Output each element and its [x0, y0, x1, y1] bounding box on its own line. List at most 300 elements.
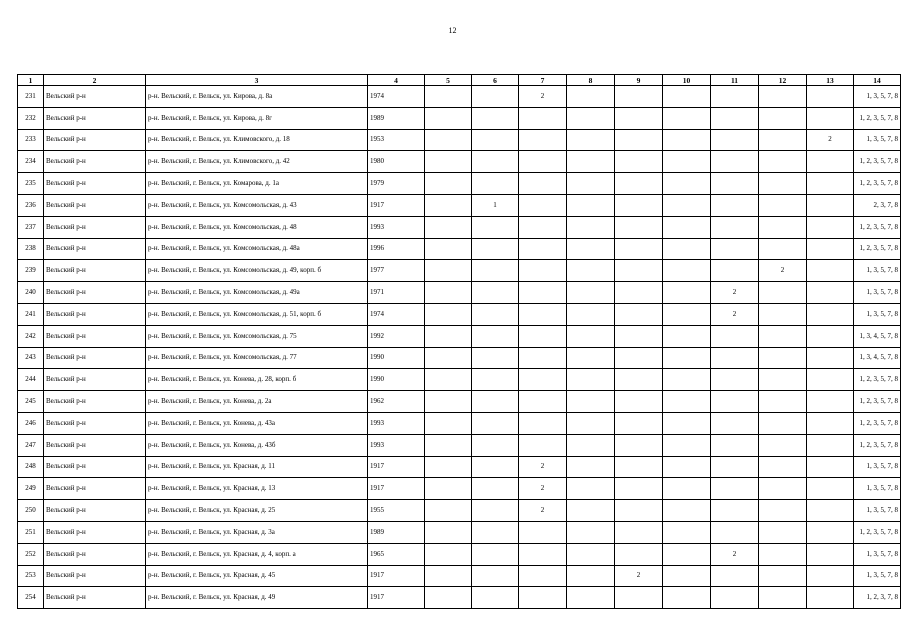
col13-cell [807, 194, 854, 216]
col10-cell [663, 347, 711, 369]
col9-cell [615, 303, 663, 325]
district-cell: Вельский р-н [44, 303, 146, 325]
col11-cell [711, 173, 759, 195]
col8-cell [567, 412, 615, 434]
address-cell: р-н. Вельский, г. Вельск, ул. Конева, д. 43а [146, 412, 368, 434]
table-row [18, 129, 901, 151]
table-row [18, 238, 901, 260]
page-number: 12 [448, 26, 457, 35]
col9-cell [615, 238, 663, 260]
col6-cell [472, 434, 519, 456]
col6-cell [472, 238, 519, 260]
col10-cell [663, 412, 711, 434]
classes-cell: 1, 2, 3, 5, 7, 8 [854, 151, 901, 173]
district-cell: Вельский р-н [44, 369, 146, 391]
col12-cell [759, 434, 807, 456]
col9-cell [615, 173, 663, 195]
row-number: 238 [18, 238, 44, 260]
column-header-9: 9 [615, 75, 663, 86]
table-row [18, 173, 901, 195]
col6-cell [472, 216, 519, 238]
col11-cell [711, 260, 759, 282]
row-number: 249 [18, 478, 44, 500]
col8-cell [567, 129, 615, 151]
col8-cell [567, 369, 615, 391]
address-cell: р-н. Вельский, г. Вельск, ул. Красная, д. 11 [146, 456, 368, 478]
col9-cell [615, 587, 663, 609]
district-cell: Вельский р-н [44, 282, 146, 304]
col8-cell [567, 543, 615, 565]
col13-cell [807, 325, 854, 347]
row-number: 242 [18, 325, 44, 347]
col6-cell [472, 369, 519, 391]
row-number: 245 [18, 391, 44, 413]
classes-cell: 2, 3, 7, 8 [854, 194, 901, 216]
col8-cell [567, 107, 615, 129]
col6-cell [472, 347, 519, 369]
col8-cell [567, 238, 615, 260]
row-number: 231 [18, 86, 44, 108]
col5-cell [425, 325, 472, 347]
col12-cell [759, 194, 807, 216]
col5-cell [425, 303, 472, 325]
classes-cell: 1, 2, 3, 7, 8 [854, 587, 901, 609]
district-cell: Вельский р-н [44, 107, 146, 129]
row-number: 243 [18, 347, 44, 369]
row-number: 236 [18, 194, 44, 216]
col6-cell [472, 303, 519, 325]
col6-cell [472, 412, 519, 434]
column-header-7: 7 [519, 75, 567, 86]
col12-cell [759, 347, 807, 369]
year-cell: 1953 [368, 129, 425, 151]
col7-cell [519, 347, 567, 369]
classes-cell: 1, 2, 3, 5, 7, 8 [854, 238, 901, 260]
col10-cell [663, 216, 711, 238]
year-cell: 1990 [368, 369, 425, 391]
address-cell: р-н. Вельский, г. Вельск, ул. Кирова, д. 8а [146, 86, 368, 108]
classes-cell: 1, 3, 4, 5, 7, 8 [854, 325, 901, 347]
col12-cell [759, 107, 807, 129]
col7-cell: 2 [519, 500, 567, 522]
row-number: 235 [18, 173, 44, 195]
address-cell: р-н. Вельский, г. Вельск, ул. Комсомольская, д. 48 [146, 216, 368, 238]
col12-cell [759, 86, 807, 108]
address-cell: р-н. Вельский, г. Вельск, ул. Красная, д. 3а [146, 521, 368, 543]
table-row [18, 86, 901, 108]
col11-cell [711, 412, 759, 434]
district-cell: Вельский р-н [44, 151, 146, 173]
header-row [18, 75, 901, 86]
col8-cell [567, 303, 615, 325]
col5-cell [425, 500, 472, 522]
classes-cell: 1, 3, 5, 7, 8 [854, 303, 901, 325]
col7-cell: 2 [519, 478, 567, 500]
address-cell: р-н. Вельский, г. Вельск, ул. Красная, д. 49 [146, 587, 368, 609]
district-cell: Вельский р-н [44, 434, 146, 456]
col9-cell [615, 478, 663, 500]
col9-cell [615, 151, 663, 173]
year-cell: 1917 [368, 587, 425, 609]
address-cell: р-н. Вельский, г. Вельск, ул. Комсомольская, д. 75 [146, 325, 368, 347]
classes-cell: 1, 2, 3, 5, 7, 8 [854, 216, 901, 238]
col7-cell [519, 107, 567, 129]
table-row [18, 369, 901, 391]
col11-cell [711, 521, 759, 543]
classes-cell: 1, 3, 5, 7, 8 [854, 282, 901, 304]
year-cell: 1971 [368, 282, 425, 304]
col12-cell [759, 587, 807, 609]
col6-cell [472, 325, 519, 347]
district-cell: Вельский р-н [44, 347, 146, 369]
col11-cell: 2 [711, 303, 759, 325]
table-header [18, 75, 901, 86]
col6-cell [472, 565, 519, 587]
col6-cell [472, 500, 519, 522]
col11-cell [711, 129, 759, 151]
table-row [18, 151, 901, 173]
col7-cell [519, 260, 567, 282]
address-cell: р-н. Вельский, г. Вельск, ул. Комсомольская, д. 49а [146, 282, 368, 304]
col13-cell [807, 173, 854, 195]
col13-cell [807, 412, 854, 434]
col7-cell [519, 587, 567, 609]
col6-cell [472, 86, 519, 108]
address-cell: р-н. Вельский, г. Вельск, ул. Климовского, д. 18 [146, 129, 368, 151]
col12-cell [759, 521, 807, 543]
column-header-12: 12 [759, 75, 807, 86]
table-row [18, 282, 901, 304]
district-cell: Вельский р-н [44, 238, 146, 260]
classes-cell: 1, 2, 3, 5, 7, 8 [854, 434, 901, 456]
district-cell: Вельский р-н [44, 500, 146, 522]
col11-cell [711, 151, 759, 173]
col7-cell [519, 434, 567, 456]
col13-cell [807, 500, 854, 522]
col10-cell [663, 151, 711, 173]
col10-cell [663, 86, 711, 108]
table-row [18, 587, 901, 609]
col11-cell: 2 [711, 282, 759, 304]
col6-cell [472, 543, 519, 565]
year-cell: 1996 [368, 238, 425, 260]
year-cell: 1980 [368, 151, 425, 173]
col13-cell: 2 [807, 129, 854, 151]
col8-cell [567, 434, 615, 456]
col5-cell [425, 369, 472, 391]
col10-cell [663, 369, 711, 391]
col10-cell [663, 129, 711, 151]
address-cell: р-н. Вельский, г. Вельск, ул. Красная, д. 4, корп. а [146, 543, 368, 565]
col5-cell [425, 412, 472, 434]
col8-cell [567, 391, 615, 413]
classes-cell: 1, 3, 5, 7, 8 [854, 478, 901, 500]
column-header-6: 6 [472, 75, 519, 86]
col11-cell: 2 [711, 543, 759, 565]
column-header-2: 2 [44, 75, 146, 86]
district-cell: Вельский р-н [44, 260, 146, 282]
col6-cell [472, 391, 519, 413]
table-row [18, 565, 901, 587]
col5-cell [425, 173, 472, 195]
col5-cell [425, 238, 472, 260]
col9-cell: 2 [615, 565, 663, 587]
row-number: 250 [18, 500, 44, 522]
col5-cell [425, 565, 472, 587]
district-cell: Вельский р-н [44, 565, 146, 587]
col9-cell [615, 521, 663, 543]
col6-cell: 1 [472, 194, 519, 216]
col12-cell [759, 478, 807, 500]
col10-cell [663, 587, 711, 609]
col13-cell [807, 303, 854, 325]
classes-cell: 1, 3, 5, 7, 8 [854, 456, 901, 478]
table-row [18, 260, 901, 282]
row-number: 239 [18, 260, 44, 282]
table-row [18, 456, 901, 478]
col12-cell [759, 412, 807, 434]
col12-cell [759, 151, 807, 173]
table-row [18, 543, 901, 565]
col9-cell [615, 107, 663, 129]
row-number: 246 [18, 412, 44, 434]
col6-cell [472, 478, 519, 500]
col11-cell [711, 456, 759, 478]
col7-cell [519, 543, 567, 565]
address-cell: р-н. Вельский, г. Вельск, ул. Комарова, д. 1а [146, 173, 368, 195]
classes-cell: 1, 3, 5, 7, 8 [854, 500, 901, 522]
col12-cell: 2 [759, 260, 807, 282]
col6-cell [472, 151, 519, 173]
col5-cell [425, 347, 472, 369]
classes-cell: 1, 3, 4, 5, 7, 8 [854, 347, 901, 369]
col8-cell [567, 151, 615, 173]
column-header-1: 1 [18, 75, 44, 86]
year-cell: 1992 [368, 325, 425, 347]
col11-cell [711, 434, 759, 456]
col7-cell [519, 129, 567, 151]
col10-cell [663, 194, 711, 216]
col12-cell [759, 325, 807, 347]
table-row [18, 216, 901, 238]
col5-cell [425, 478, 472, 500]
year-cell: 1989 [368, 521, 425, 543]
col13-cell [807, 434, 854, 456]
row-number: 253 [18, 565, 44, 587]
column-header-14: 14 [854, 75, 901, 86]
row-number: 252 [18, 543, 44, 565]
col9-cell [615, 412, 663, 434]
col12-cell [759, 500, 807, 522]
col12-cell [759, 543, 807, 565]
col7-cell [519, 238, 567, 260]
row-number: 237 [18, 216, 44, 238]
district-cell: Вельский р-н [44, 521, 146, 543]
col13-cell [807, 216, 854, 238]
column-header-10: 10 [663, 75, 711, 86]
col11-cell [711, 391, 759, 413]
col7-cell [519, 216, 567, 238]
col9-cell [615, 500, 663, 522]
col7-cell [519, 194, 567, 216]
col13-cell [807, 107, 854, 129]
col5-cell [425, 216, 472, 238]
col5-cell [425, 129, 472, 151]
col8-cell [567, 86, 615, 108]
col9-cell [615, 194, 663, 216]
column-header-11: 11 [711, 75, 759, 86]
column-header-5: 5 [425, 75, 472, 86]
col13-cell [807, 86, 854, 108]
col13-cell [807, 282, 854, 304]
district-cell: Вельский р-н [44, 325, 146, 347]
year-cell: 1977 [368, 260, 425, 282]
col10-cell [663, 521, 711, 543]
col10-cell [663, 456, 711, 478]
col13-cell [807, 347, 854, 369]
col5-cell [425, 260, 472, 282]
column-header-13: 13 [807, 75, 854, 86]
row-number: 251 [18, 521, 44, 543]
year-cell: 1974 [368, 303, 425, 325]
year-cell: 1965 [368, 543, 425, 565]
year-cell: 1955 [368, 500, 425, 522]
address-cell: р-н. Вельский, г. Вельск, ул. Комсомольская, д. 49, корп. б [146, 260, 368, 282]
district-cell: Вельский р-н [44, 129, 146, 151]
col8-cell [567, 325, 615, 347]
row-number: 234 [18, 151, 44, 173]
col9-cell [615, 391, 663, 413]
year-cell: 1917 [368, 478, 425, 500]
col11-cell [711, 369, 759, 391]
col10-cell [663, 260, 711, 282]
col10-cell [663, 325, 711, 347]
col8-cell [567, 478, 615, 500]
col11-cell [711, 500, 759, 522]
row-number: 240 [18, 282, 44, 304]
address-cell: р-н. Вельский, г. Вельск, ул. Комсомольская, д. 51, корп. б [146, 303, 368, 325]
district-cell: Вельский р-н [44, 216, 146, 238]
col8-cell [567, 565, 615, 587]
col13-cell [807, 478, 854, 500]
address-cell: р-н. Вельский, г. Вельск, ул. Конева, д. 2а [146, 391, 368, 413]
col10-cell [663, 303, 711, 325]
col9-cell [615, 434, 663, 456]
column-header-3: 3 [146, 75, 368, 86]
district-cell: Вельский р-н [44, 86, 146, 108]
district-cell: Вельский р-н [44, 412, 146, 434]
address-cell: р-н. Вельский, г. Вельск, ул. Красная, д. 45 [146, 565, 368, 587]
year-cell: 1917 [368, 565, 425, 587]
col7-cell [519, 325, 567, 347]
col7-cell: 2 [519, 456, 567, 478]
col7-cell [519, 173, 567, 195]
year-cell: 1917 [368, 194, 425, 216]
col7-cell [519, 282, 567, 304]
col12-cell [759, 129, 807, 151]
column-header-4: 4 [368, 75, 425, 86]
col13-cell [807, 260, 854, 282]
col11-cell [711, 86, 759, 108]
table-row [18, 194, 901, 216]
row-number: 232 [18, 107, 44, 129]
col8-cell [567, 194, 615, 216]
classes-cell: 1, 3, 5, 7, 8 [854, 260, 901, 282]
col6-cell [472, 107, 519, 129]
col11-cell [711, 216, 759, 238]
col5-cell [425, 391, 472, 413]
col12-cell [759, 369, 807, 391]
table-row [18, 107, 901, 129]
col12-cell [759, 456, 807, 478]
col5-cell [425, 86, 472, 108]
address-cell: р-н. Вельский, г. Вельск, ул. Конева, д. 28, корп. б [146, 369, 368, 391]
col9-cell [615, 282, 663, 304]
table-row [18, 412, 901, 434]
col6-cell [472, 173, 519, 195]
col8-cell [567, 500, 615, 522]
table-body [18, 86, 901, 609]
classes-cell: 1, 3, 5, 7, 8 [854, 565, 901, 587]
col13-cell [807, 587, 854, 609]
col9-cell [615, 216, 663, 238]
col6-cell [472, 260, 519, 282]
classes-cell: 1, 2, 3, 5, 7, 8 [854, 412, 901, 434]
col13-cell [807, 151, 854, 173]
table-row [18, 478, 901, 500]
year-cell: 1962 [368, 391, 425, 413]
col11-cell [711, 107, 759, 129]
col12-cell [759, 303, 807, 325]
col6-cell [472, 129, 519, 151]
col10-cell [663, 238, 711, 260]
col9-cell [615, 456, 663, 478]
address-cell: р-н. Вельский, г. Вельск, ул. Комсомольская, д. 43 [146, 194, 368, 216]
col11-cell [711, 478, 759, 500]
col7-cell [519, 303, 567, 325]
col13-cell [807, 565, 854, 587]
col5-cell [425, 151, 472, 173]
year-cell: 1917 [368, 456, 425, 478]
col5-cell [425, 587, 472, 609]
district-cell: Вельский р-н [44, 391, 146, 413]
year-cell: 1990 [368, 347, 425, 369]
col10-cell [663, 434, 711, 456]
col10-cell [663, 282, 711, 304]
classes-cell: 1, 2, 3, 5, 7, 8 [854, 521, 901, 543]
classes-cell: 1, 3, 5, 7, 8 [854, 543, 901, 565]
row-number: 254 [18, 587, 44, 609]
row-number: 244 [18, 369, 44, 391]
year-cell: 1993 [368, 434, 425, 456]
address-cell: р-н. Вельский, г. Вельск, ул. Конева, д. 43б [146, 434, 368, 456]
district-cell: Вельский р-н [44, 456, 146, 478]
district-cell: Вельский р-н [44, 173, 146, 195]
address-cell: р-н. Вельский, г. Вельск, ул. Красная, д. 13 [146, 478, 368, 500]
col10-cell [663, 478, 711, 500]
col8-cell [567, 282, 615, 304]
classes-cell: 1, 2, 3, 5, 7, 8 [854, 173, 901, 195]
year-cell: 1979 [368, 173, 425, 195]
col8-cell [567, 260, 615, 282]
col7-cell [519, 151, 567, 173]
col11-cell [711, 347, 759, 369]
col9-cell [615, 260, 663, 282]
table-row [18, 325, 901, 347]
col7-cell [519, 391, 567, 413]
col5-cell [425, 194, 472, 216]
col13-cell [807, 521, 854, 543]
